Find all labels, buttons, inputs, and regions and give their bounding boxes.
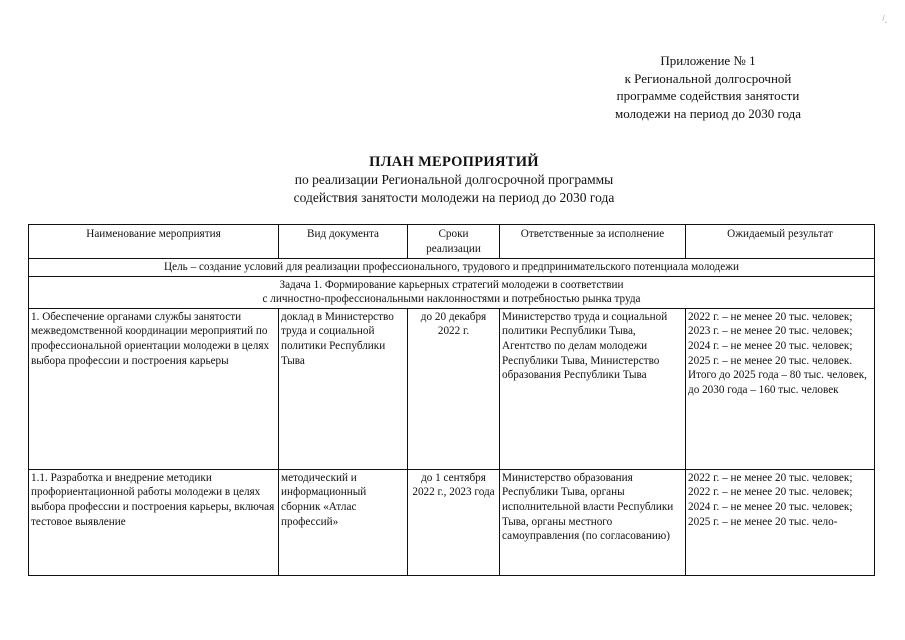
cell-name: 1. Обеспечение органами службы занятости межведомственной координации мероприятий по профессиональной ориентации молодежи в целях выбора профессии и построения карьеры xyxy=(29,308,279,469)
page-subtitle: содействия занятости молодежи на период до 2030 года xyxy=(293,190,615,205)
page-title: ПЛАН МЕРОПРИЯТИЙ xyxy=(369,154,539,170)
scan-artifact: \ . xyxy=(879,12,892,26)
result-line: 2023 г. – не менее 20 тыс. человек; xyxy=(688,325,853,338)
cell-name: 1.1. Разработка и внедрение методики профориентационной работы молодежи в целях выбора профессии и построения карьеры, включая тестовое выявление xyxy=(29,469,279,575)
task-cell xyxy=(29,276,875,308)
header-resp: Ответственные за исполнение xyxy=(500,225,686,259)
cell-date: до 1 сентября 2022 г., 2023 года xyxy=(408,469,500,575)
result-line: 2022 г. – не менее 20 тыс. человек; xyxy=(688,471,853,484)
task-text: с личностно-профессиональными наклонностями и потребностью рынка труда xyxy=(262,293,641,306)
cell-date: до 20 декабря 2022 г. xyxy=(408,308,500,469)
page-subtitle: по реализации Региональной долгосрочной программы xyxy=(294,172,614,187)
table-row xyxy=(29,469,875,575)
appendix-line: Приложение № 1 xyxy=(660,53,756,68)
result-line: 2022 г. – не менее 20 тыс. человек; xyxy=(688,310,853,323)
cell-result xyxy=(686,469,875,575)
header-date: Сроки реализации xyxy=(408,225,500,259)
task-text: Задача 1. Формирование карьерных стратегий молодежи в соответствии xyxy=(279,278,624,291)
cell-doc: методический и информационный сборник «Атлас профессий» xyxy=(279,469,408,575)
plan-table xyxy=(28,224,875,576)
header-name: Наименование мероприятия xyxy=(29,225,279,259)
goal-text: Цель – создание условий для реализации профессионального, трудового и предпринимательского потенциала молодежи xyxy=(29,259,875,277)
header-result: Ожидаемый результат xyxy=(686,225,875,259)
result-line: Итого до 2025 года – 80 тыс. человек, до 2030 года – 160 тыс. человек xyxy=(688,369,867,396)
appendix-line: к Региональной долгосрочной xyxy=(624,70,792,86)
result-line: 2025 г. – не менее 20 тыс. человек. xyxy=(688,354,853,367)
table-header-row xyxy=(29,225,875,259)
appendix-header xyxy=(560,52,856,122)
cell-resp: Министерство труда и социальной политики Республики Тыва, Агентство по делам молодежи Республики Тыва, Министерство образования Республики Тыва xyxy=(500,308,686,469)
table-row xyxy=(29,308,875,469)
task-row xyxy=(29,276,875,308)
result-line: 2025 г. – не менее 20 тыс. чело- xyxy=(688,515,838,528)
goal-row xyxy=(29,259,875,277)
result-line: 2024 г. – не менее 20 тыс. человек; xyxy=(688,339,853,352)
cell-result xyxy=(686,308,875,469)
header-doc: Вид документа xyxy=(279,225,408,259)
plan-header xyxy=(200,153,708,207)
cell-doc: доклад в Министерство труда и социальной политики Республики Тыва xyxy=(279,308,408,469)
appendix-line: молодежи на период до 2030 года xyxy=(614,105,802,121)
appendix-line: программе содействия занятости xyxy=(616,88,800,103)
result-line: 2024 г. – не менее 20 тыс. человек; xyxy=(688,500,853,513)
result-line: 2022 г. – не менее 20 тыс. человек; xyxy=(688,486,853,499)
cell-resp: Министерство образования Республики Тыва, органы исполнительной власти Республики Тыва, органы местного самоуправления (по согласованию) xyxy=(500,469,686,575)
